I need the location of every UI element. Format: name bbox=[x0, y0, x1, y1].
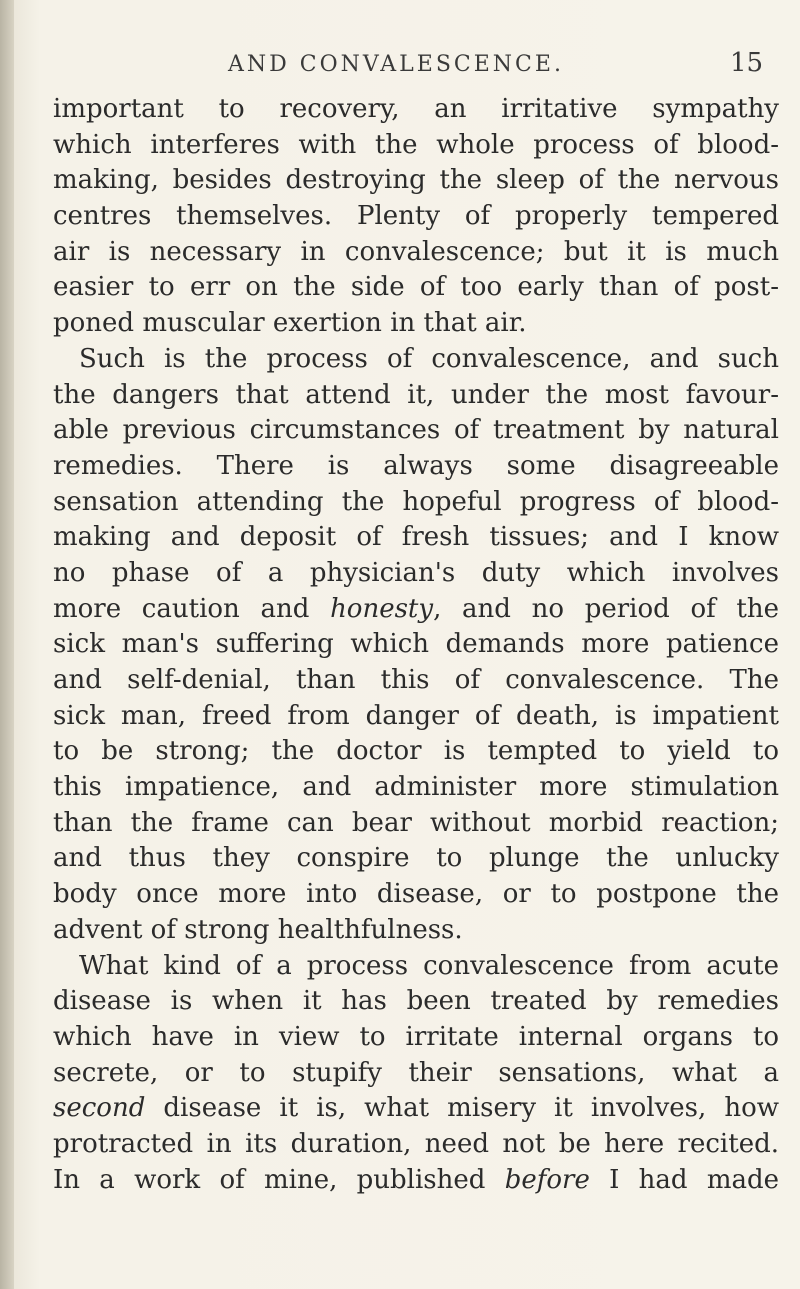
text-line: important to recovery, an irritative sympathy bbox=[53, 94, 779, 124]
text-line: which have in view to irritate internal organs to bbox=[53, 1021, 779, 1052]
text-line: making, besides destroying the sleep of the nervous bbox=[53, 165, 779, 196]
text-line: poned muscular exertion in that air. bbox=[53, 308, 527, 339]
text-line: air is necessary in convalescence; but it is much bbox=[53, 236, 779, 267]
body-text bbox=[53, 92, 779, 1198]
text-line: and self-denial, than this of convalescence. The bbox=[53, 665, 779, 695]
text-line: making and deposit of fresh tissues; and I know bbox=[53, 522, 779, 553]
text-line: able previous circumstances of treatment by natural bbox=[53, 415, 779, 446]
text-line: than the frame can bear without morbid reaction; bbox=[53, 807, 779, 838]
text-line: sick man, freed from danger of death, is impatient bbox=[53, 700, 779, 731]
text-line: secrete, or to stupify their sensations, what a bbox=[53, 1057, 779, 1088]
text-line: disease is when it has been treated by remedies bbox=[53, 986, 779, 1017]
text-line: What kind of a process convalescence from acute bbox=[79, 950, 779, 981]
text-line: the dangers that attend it, under the most favour- bbox=[53, 379, 779, 410]
text-line: In a work of mine, published before I had made bbox=[53, 1164, 779, 1195]
text-line: easier to err on the side of too early than of post- bbox=[53, 272, 779, 303]
text-line: no phase of a physician's duty which involves bbox=[53, 557, 779, 588]
text-line: centres themselves. Plenty of properly tempered bbox=[53, 201, 779, 232]
page-number: 15 bbox=[730, 48, 764, 78]
paragraph bbox=[53, 949, 779, 1199]
text-line: protracted in its duration, need not be here recited. bbox=[53, 1128, 779, 1159]
text-line: sick man's suffering which demands more patience bbox=[53, 629, 779, 660]
text-line: to be strong; the doctor is tempted to yield to bbox=[53, 736, 779, 767]
text-line: this impatience, and administer more stimulation bbox=[53, 772, 779, 803]
text-line: remedies. There is always some disagreeable bbox=[53, 450, 779, 481]
italic-emphasis: second bbox=[53, 1093, 146, 1124]
italic-emphasis: honesty bbox=[330, 593, 434, 624]
text-line: more caution and honesty, and no period of the bbox=[53, 593, 779, 624]
italic-emphasis: before bbox=[504, 1164, 590, 1195]
text-line: second disease it is, what misery it involves, how bbox=[53, 1093, 779, 1124]
paragraph bbox=[53, 92, 779, 342]
text-line: which interferes with the whole process of blood- bbox=[53, 129, 779, 160]
page-binding-edge bbox=[0, 0, 14, 1289]
text-line: Such is the process of convalescence, and such bbox=[79, 343, 779, 374]
running-head bbox=[40, 48, 800, 88]
running-head-title: AND CONVALESCENCE. bbox=[228, 52, 564, 77]
text-line: body once more into disease, or to postpone the bbox=[53, 879, 779, 910]
text-line: sensation attending the hopeful progress of blood- bbox=[53, 486, 779, 517]
paragraph bbox=[53, 342, 779, 949]
text-line: advent of strong healthfulness. bbox=[53, 914, 463, 945]
text-line: and thus they conspire to plunge the unlucky bbox=[53, 843, 779, 874]
